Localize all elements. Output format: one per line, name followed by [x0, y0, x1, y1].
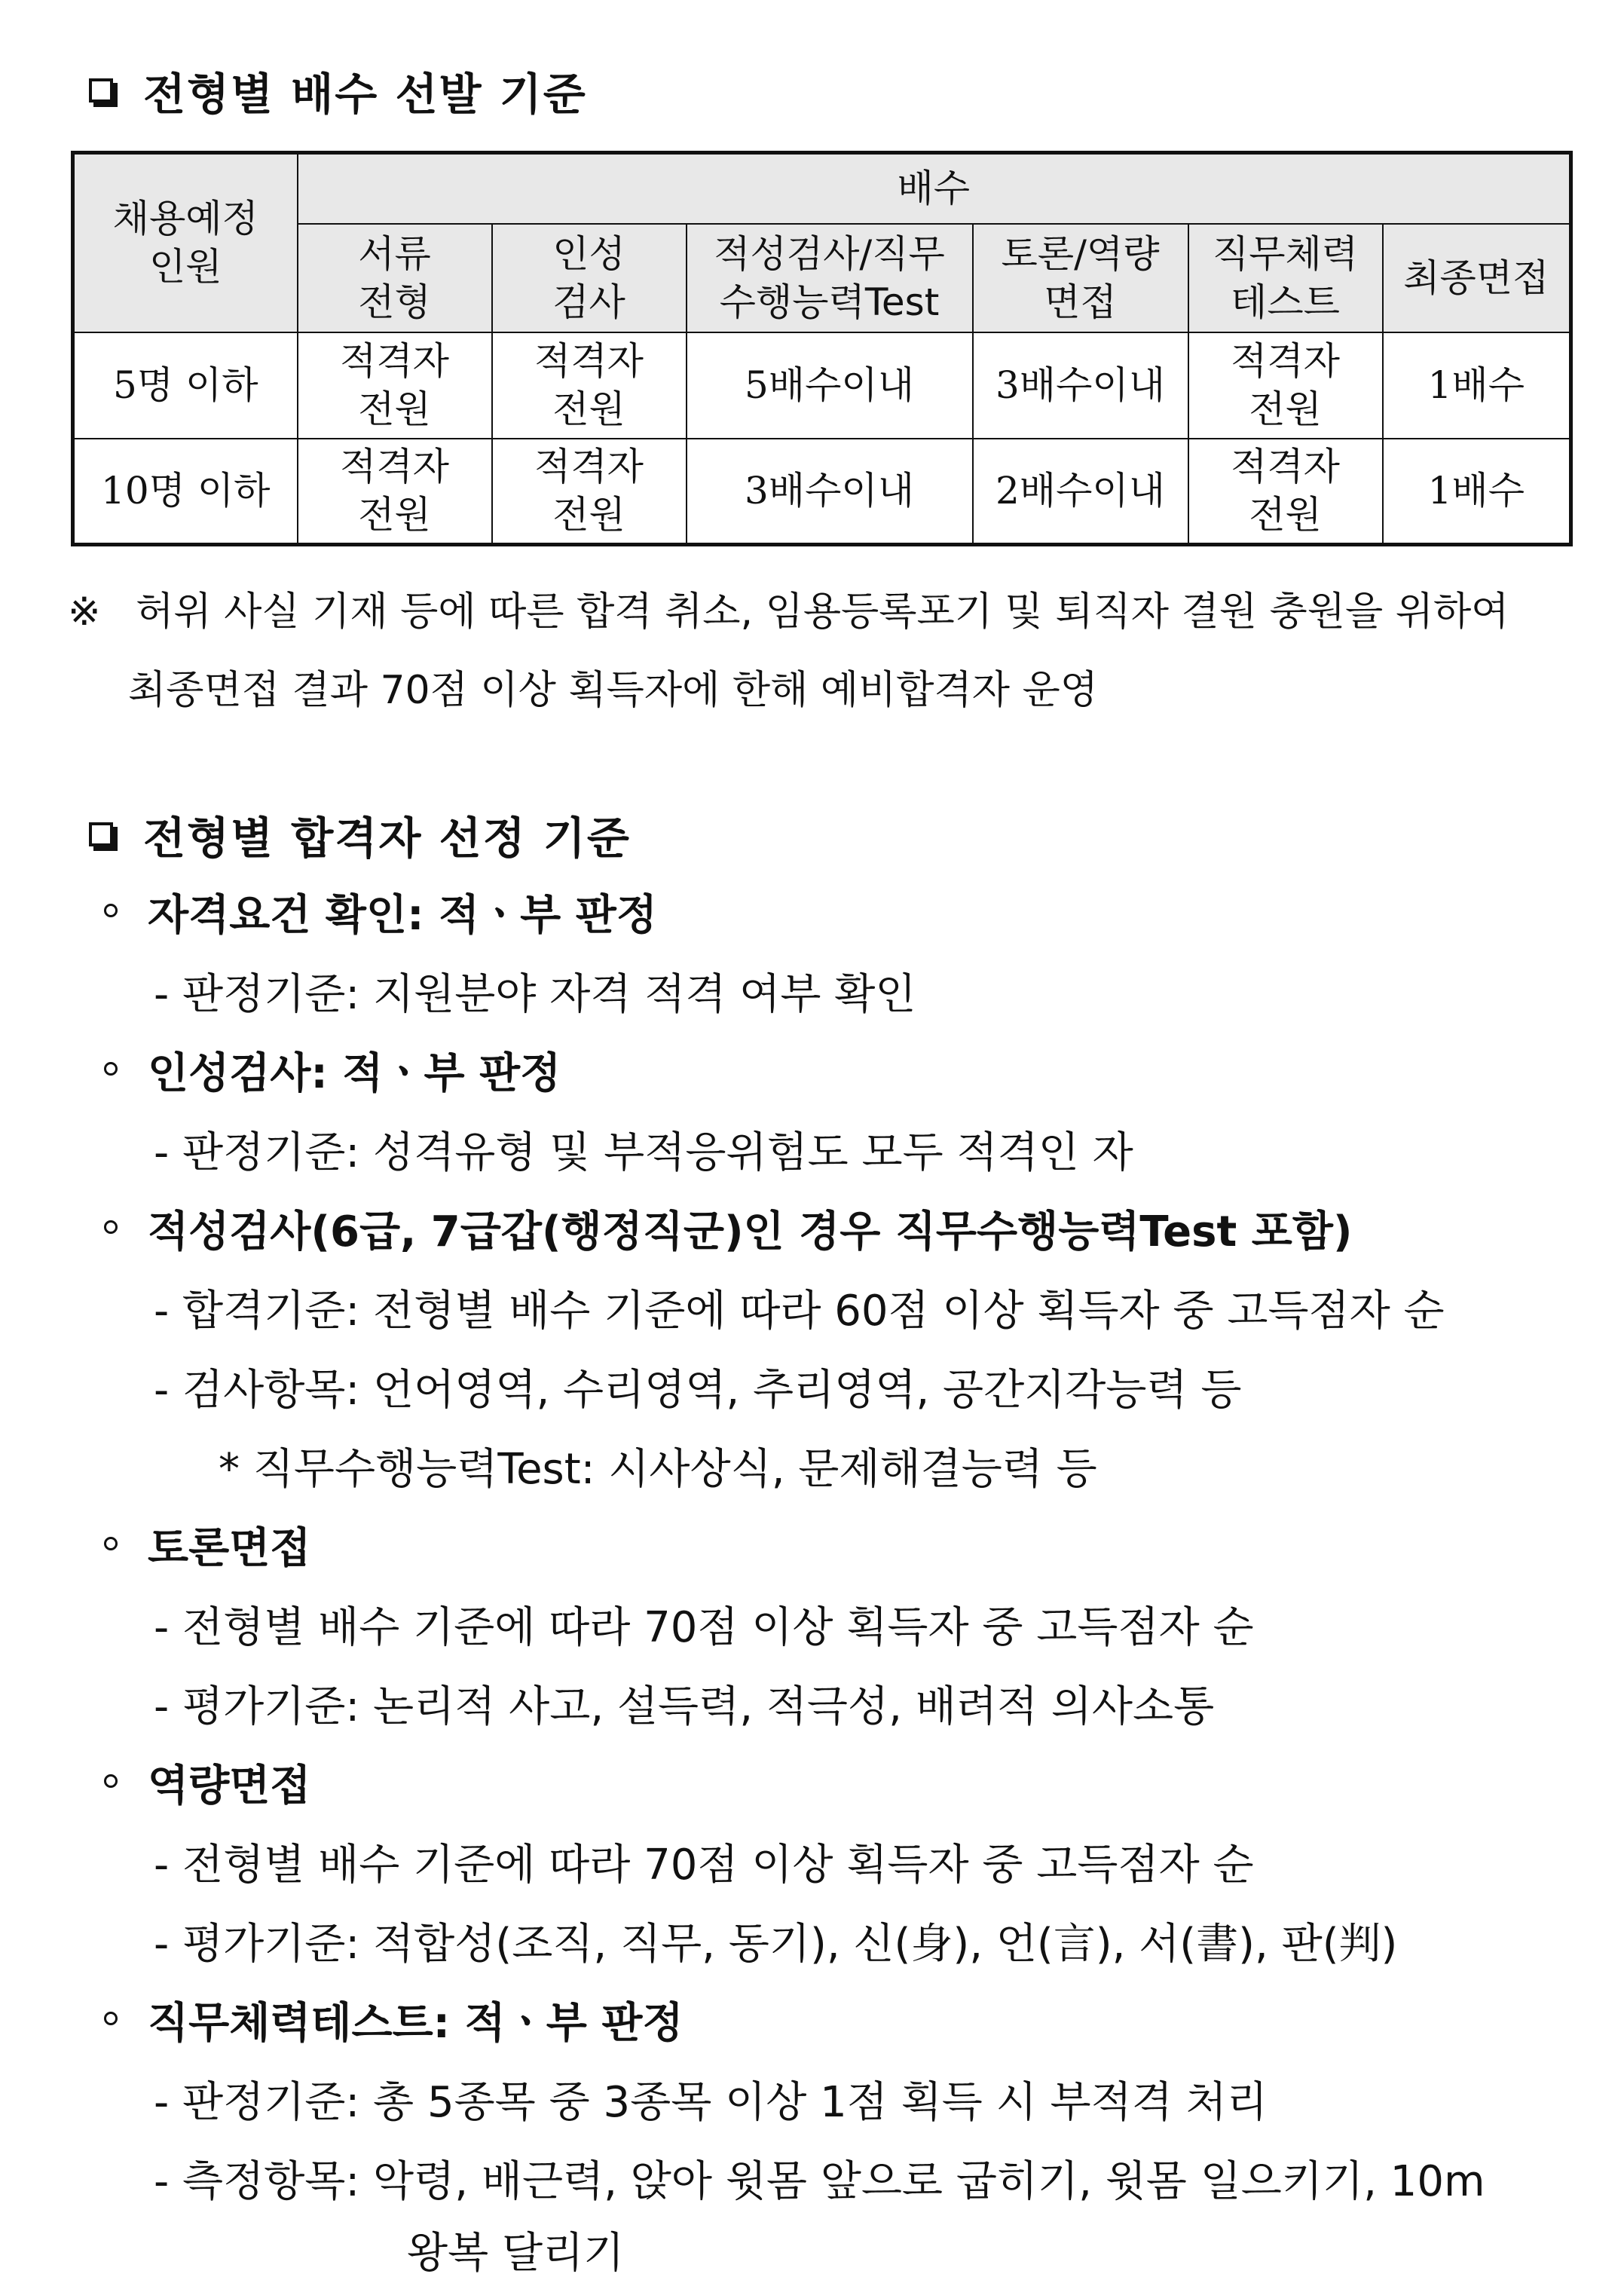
note-mark: ※ [68, 589, 101, 635]
criteria-sub: - 측정항목: 악령, 배근력, 앉아 윗몸 앞으로 굽히기, 윗몸 일으키기, 10m [154, 2157, 1485, 2206]
criteria-item: 자격요건 확인: 적ㆍ부 판정 [104, 882, 657, 942]
value-cell: 3배수이내 [687, 439, 973, 545]
criteria-sub: - 판정기준: 성격유형 및 부적응위험도 모두 적격인 자 [154, 1128, 1133, 1177]
criteria-item: 인성검사: 적ㆍ부 판정 [104, 1040, 561, 1100]
circle-bullet-icon [104, 2012, 118, 2025]
criteria-sub: - 판정기준: 지원분야 자격 적격 여부 확인 [154, 970, 916, 1019]
section1-heading [89, 59, 587, 122]
note-line: ※ 허위 사실 기재 등에 따른 합격 취소, 임용등록포기 및 퇴직자 결원 충원을 위하여 [68, 589, 1509, 635]
value-cell: 3배수이내 [973, 332, 1188, 439]
circle-bullet-icon [104, 904, 118, 917]
note-block [68, 573, 1575, 730]
criteria-sub: - 평가기준: 논리적 사고, 설득력, 적극성, 배려적 의사소통 [154, 1682, 1215, 1731]
header-final: 최종면접 [1383, 224, 1571, 332]
value-cell: 1배수 [1383, 439, 1571, 545]
section2-title: 전형별 합격자 선정 기준 [143, 813, 631, 864]
value-cell: 적격자 전원 [298, 332, 492, 439]
criteria-item: 직무체력테스트: 적ㆍ부 판정 [104, 1990, 684, 2050]
checkbox-bullet-icon [89, 822, 113, 846]
checkbox-bullet-icon [89, 78, 113, 103]
criteria-sub: - 평가기준: 적합성(조직, 직무, 동기), 신(身), 언(言), 서(書), 판(判) [154, 1920, 1398, 1969]
circle-bullet-icon [104, 1220, 118, 1234]
selection-ratio-table [71, 151, 1573, 546]
value-cell: 적격자 전원 [492, 332, 687, 439]
header-aptitude: 적성검사/직무 수행능력Test [687, 224, 973, 332]
criteria-sub: - 전형별 배수 기준에 따라 70점 이상 획득자 중 고득점자 순 [154, 1603, 1254, 1652]
section1-title: 전형별 배수 선발 기준 [143, 69, 587, 120]
value-cell: 적격자 전원 [1188, 439, 1383, 545]
recruit-cell: 10명 이하 [73, 439, 298, 545]
criteria-sub: - 검사항목: 언어영역, 수리영역, 추리영역, 공간지각능력 등 [154, 1366, 1242, 1415]
criteria-sub: - 판정기준: 총 5종목 중 3종목 이상 1점 획득 시 부적격 처리 [154, 2078, 1268, 2127]
value-cell: 5배수이내 [687, 332, 973, 439]
circle-bullet-icon [104, 1774, 118, 1788]
criteria-sub: - 합격기준: 전형별 배수 기준에 따라 60점 이상 획득자 중 고득점자 순 [154, 1287, 1445, 1336]
header-discussion: 토론/역량 면접 [973, 224, 1188, 332]
criteria-sub: - 전형별 배수 기준에 따라 70점 이상 획득자 중 고득점자 순 [154, 1841, 1254, 1890]
header-ratio-group: 배수 [298, 153, 1571, 224]
circle-bullet-icon [104, 1537, 118, 1550]
circle-bullet-icon [104, 1062, 118, 1076]
criteria-sub-continuation: 왕복 달리기 [407, 2229, 625, 2278]
criteria-item: 토론면접 [104, 1515, 310, 1575]
value-cell: 적격자 전원 [1188, 332, 1383, 439]
header-fitness: 직무체력 테스트 [1188, 224, 1383, 332]
header-document: 서류 전형 [298, 224, 492, 332]
value-cell: 1배수 [1383, 332, 1571, 439]
criteria-item: 역량면접 [104, 1752, 310, 1813]
criteria-footnote: * 직무수행능력Test: 시사상식, 문제해결능력 등 [219, 1445, 1097, 1494]
section2-heading [89, 803, 631, 866]
criteria-item: 적성검사(6급, 7급갑(행정직군)인 경우 직무수행능력Test 포함) [104, 1198, 1353, 1259]
recruit-cell: 5명 이하 [73, 332, 298, 439]
value-cell: 적격자 전원 [492, 439, 687, 545]
value-cell: 2배수이내 [973, 439, 1188, 545]
value-cell: 적격자 전원 [298, 439, 492, 545]
header-recruit-count: 채용예정 인원 [73, 153, 298, 332]
table-row [73, 439, 1571, 545]
table-row [73, 332, 1571, 439]
header-personality: 인성 검사 [492, 224, 687, 332]
note-line: 최종면접 결과 70점 이상 획득자에 한해 예비합격자 운영 [128, 668, 1098, 713]
